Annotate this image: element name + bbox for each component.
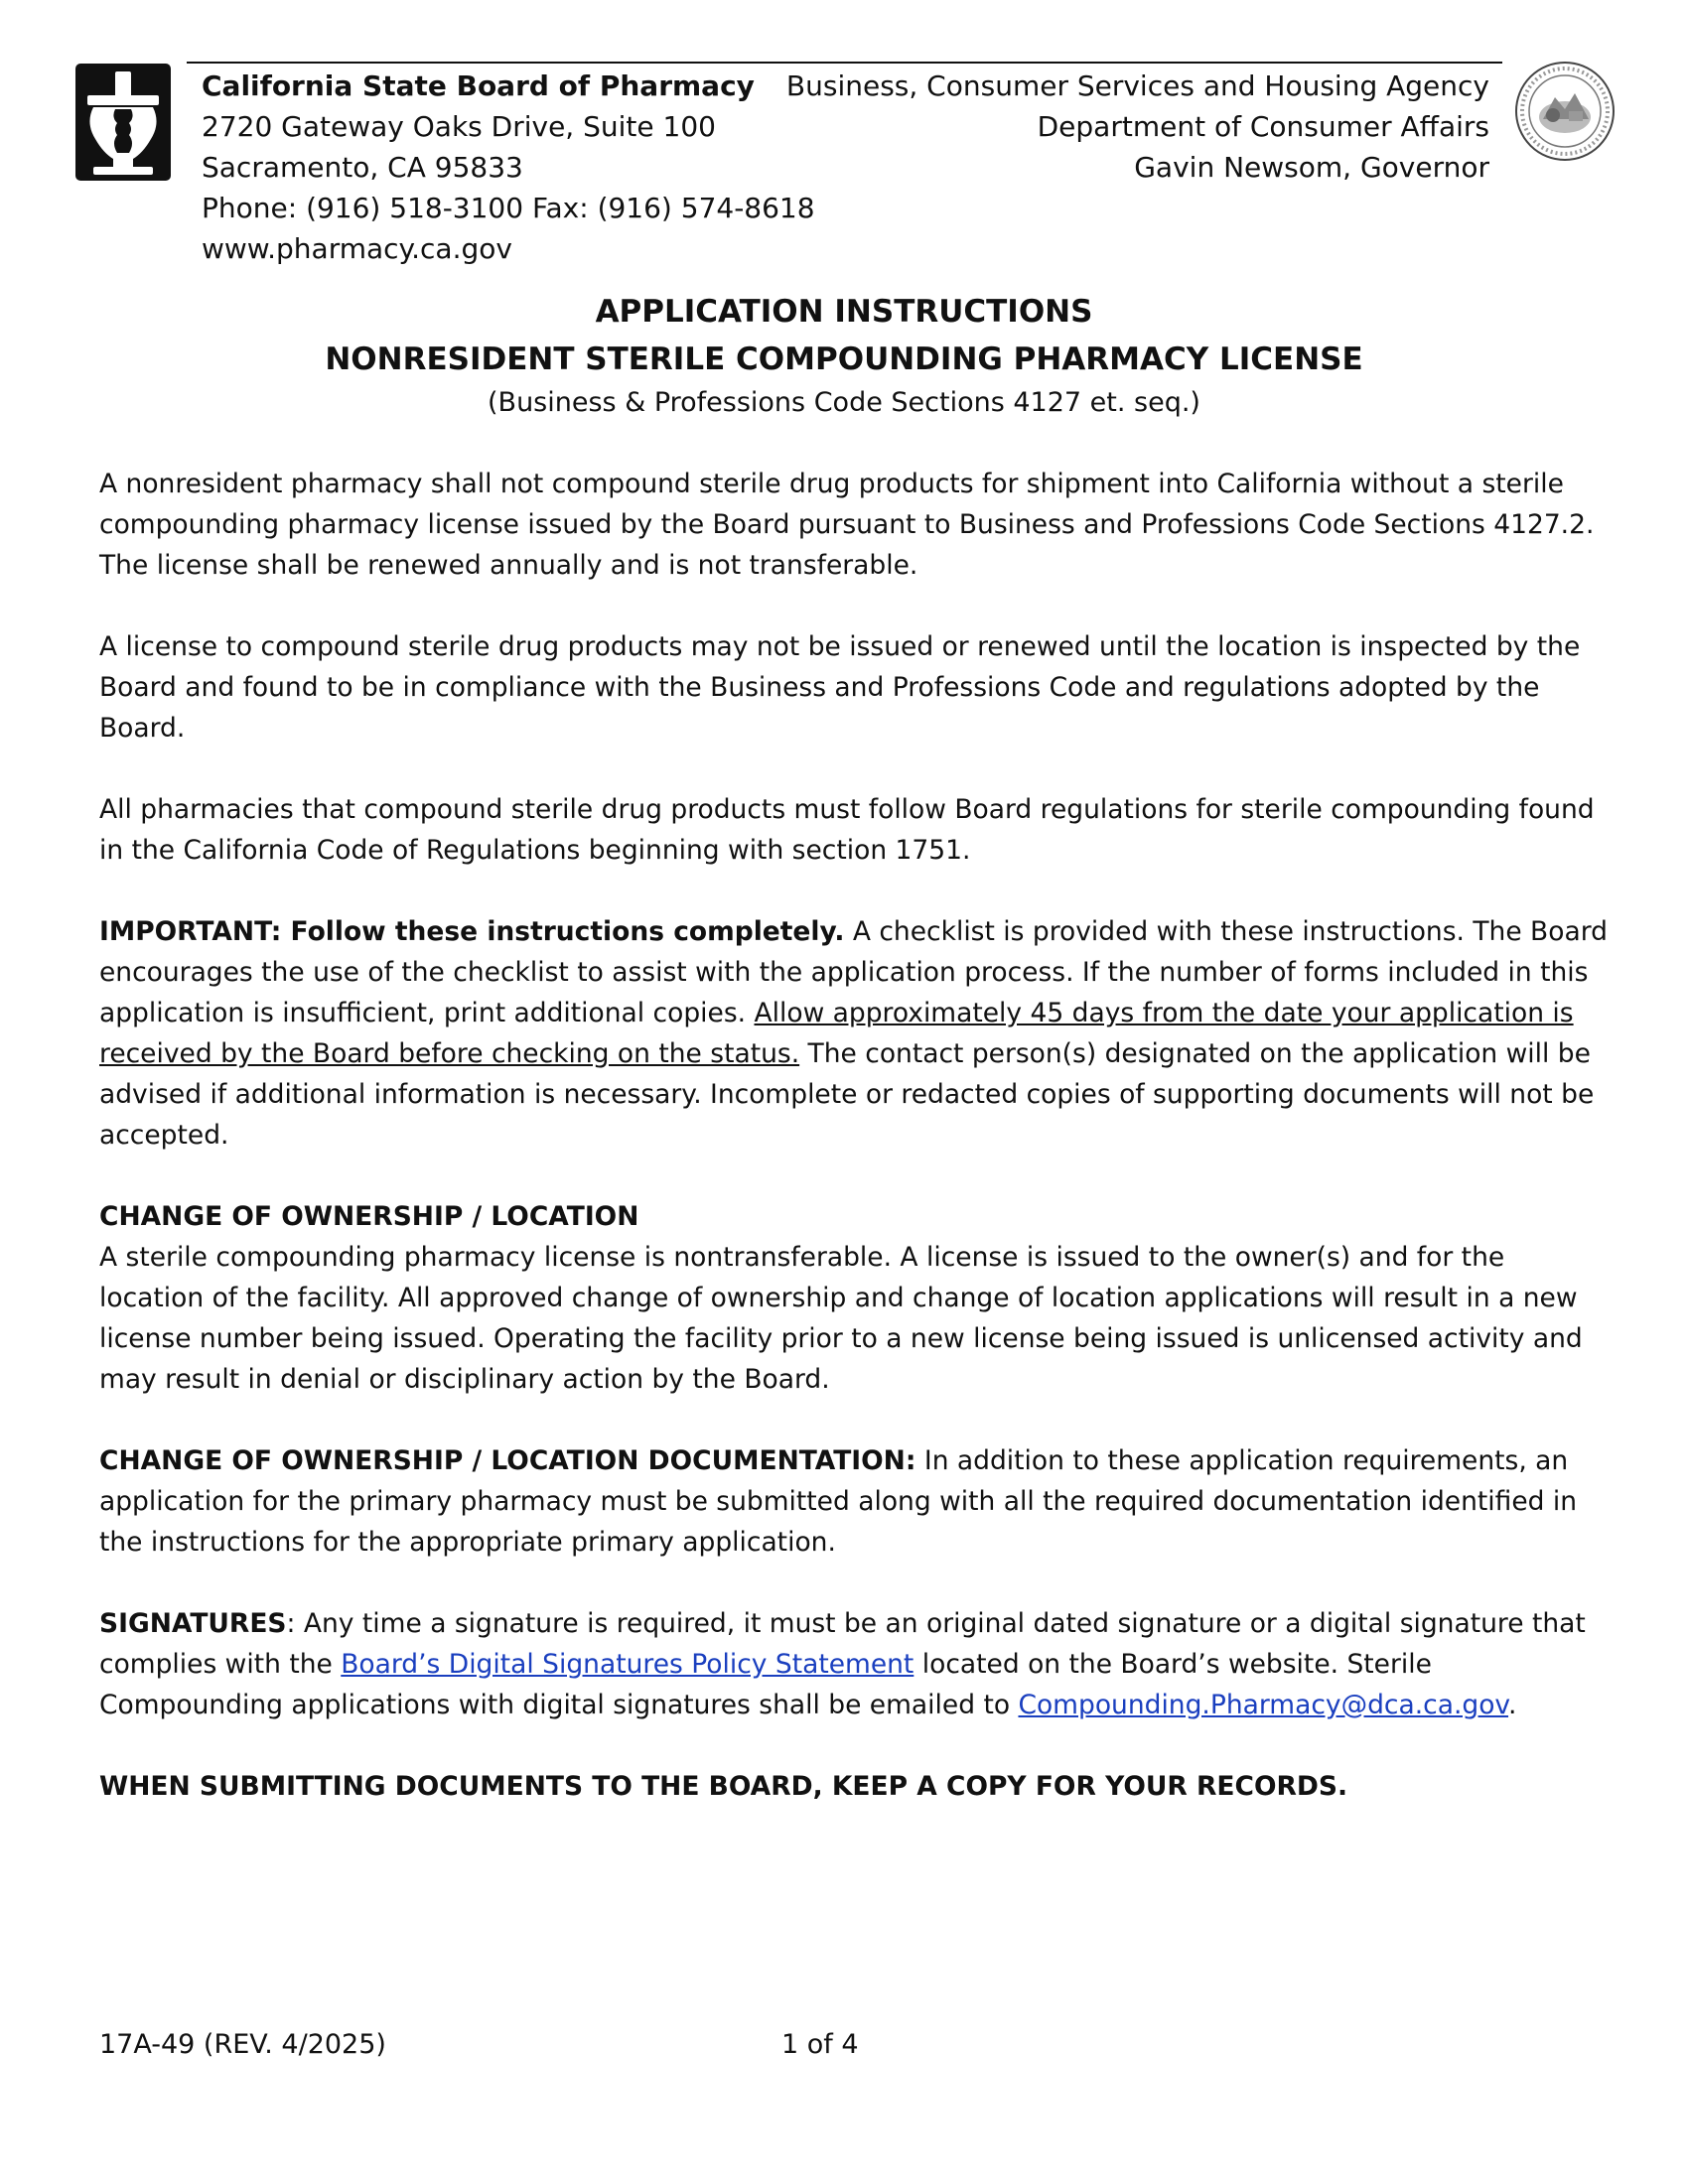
page-subtitle: NONRESIDENT STERILE COMPOUNDING PHARMACY LICENSE <box>325 341 1363 377</box>
board-logo <box>75 64 171 181</box>
agency-block <box>786 66 1489 188</box>
state-seal <box>1513 60 1617 163</box>
seal-icon <box>1513 60 1617 163</box>
mortar-pestle-icon <box>75 64 171 181</box>
code-reference: (Business & Professions Code Sections 4127 et. seq.) <box>488 387 1200 418</box>
change-documentation-label: CHANGE OF OWNERSHIP / LOCATION DOCUMENTATION: <box>99 1445 916 1476</box>
page-number: 1 of 4 <box>781 2029 859 2060</box>
paragraph-important <box>99 911 1609 1156</box>
change-ownership-heading: CHANGE OF OWNERSHIP / LOCATION <box>99 1201 639 1232</box>
paragraph-change-documentation <box>99 1440 1609 1563</box>
department-name: Department of Consumer Affairs <box>1037 110 1489 143</box>
phone-fax: Phone: (916) 518-3100 Fax: (916) 574-8618 <box>202 192 815 224</box>
agency-name: Business, Consumer Services and Housing Agency <box>785 69 1489 102</box>
signatures-text-3: . <box>1508 1690 1517 1720</box>
address-line-1: 2720 Gateway Oaks Drive, Suite 100 <box>202 110 716 143</box>
compounding-email-link[interactable]: Compounding.Pharmacy@dca.ca.gov <box>1018 1690 1509 1720</box>
change-documentation-text: In addition to these application requirements, an application for the primary pharmacy must be submitted along with all the required documentation identified in the instructions for the appropriate primary application. <box>99 1445 1578 1558</box>
signatures-text-2: located on the Board’s website. Sterile Compounding applications with digital signatures shall be emailed to <box>99 1649 1432 1720</box>
signatures-label: SIGNATURES <box>99 1608 287 1639</box>
digital-signatures-policy-link[interactable]: Board’s Digital Signatures Policy Statement <box>341 1649 914 1680</box>
title-block <box>0 288 1688 423</box>
important-processing-time: Allow approximately 45 days from the date your application is received by the Board before checking on the status. <box>99 998 1574 1069</box>
closing-notice: WHEN SUBMITTING DOCUMENTS TO THE BOARD, KEEP A COPY FOR YOUR RECORDS. <box>99 1771 1348 1802</box>
change-ownership-text: A sterile compounding pharmacy license is nontransferable. A license is issued to the owner(s) and for the location of the facility. All approved change of ownership and change of location applications will result in a new license number being issued. Operating the facility prior to a new license being issued is unlicensed activity and may result in denial or disciplinary action by the Board. <box>99 1242 1583 1395</box>
paragraph-regulations: All pharmacies that compound sterile drug products must follow Board regulations for sterile compounding found in the California Code of Regulations beginning with section 1751. <box>99 794 1595 866</box>
paragraph-license-requirement: A nonresident pharmacy shall not compound sterile drug products for shipment into California without a sterile compounding pharmacy license issued by the Board pursuant to Business and Professions Code Sections 4127.2. The license shall be renewed annually and is not transferable. <box>99 469 1595 581</box>
board-contact-block <box>202 66 815 269</box>
signatures-text-1: : Any time a signature is required, it must be an original dated signature or a digital signature that complies with the <box>99 1608 1586 1680</box>
paragraph-inspection: A license to compound sterile drug products may not be issued or renewed until the location is inspected by the Board and found to be in compliance with the Business and Professions Code and regulations adopted by the Board. <box>99 631 1581 744</box>
instructions-body <box>99 464 1609 1847</box>
paragraph-signatures <box>99 1603 1609 1725</box>
important-text-2: The contact person(s) designated on the application will be advised if additional information is necessary. Incomplete or redacted copies of supporting documents will not be accepted. <box>99 1038 1595 1151</box>
page-title: APPLICATION INSTRUCTIONS <box>595 294 1093 330</box>
governor-name: Gavin Newsom, Governor <box>1134 151 1489 184</box>
paragraph-change-ownership <box>99 1196 1609 1400</box>
address-line-2: Sacramento, CA 95833 <box>202 151 523 184</box>
website: www.pharmacy.ca.gov <box>202 232 512 265</box>
form-id: 17A-49 (REV. 4/2025) <box>99 2029 386 2060</box>
header-rule <box>187 62 1502 64</box>
org-name: California State Board of Pharmacy <box>202 69 755 102</box>
important-label: IMPORTANT: Follow these instructions completely. <box>99 916 845 947</box>
important-text-1: A checklist is provided with these instructions. The Board encourages the use of the checklist to assist with the application process. If the number of forms included in this application is insufficient, print additional copies. <box>99 916 1608 1028</box>
